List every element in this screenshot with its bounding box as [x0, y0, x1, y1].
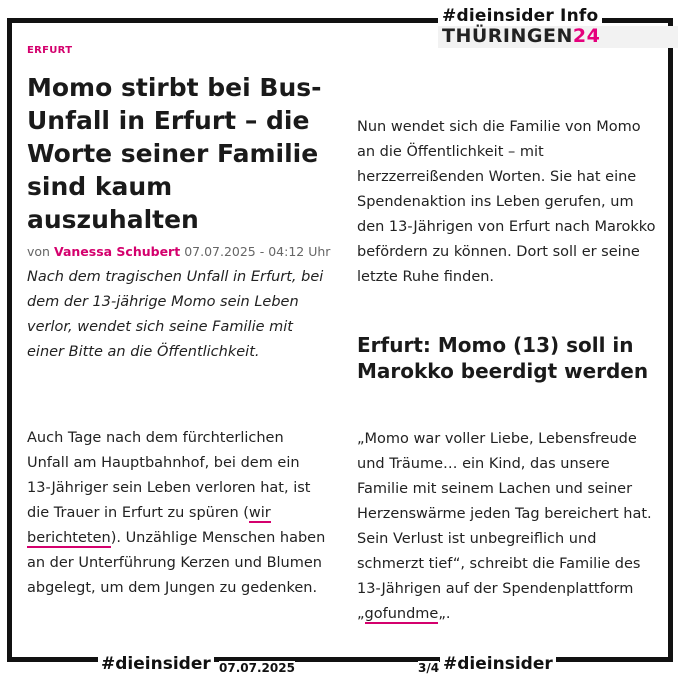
wir-berichteten-link[interactable]: wir berichteten: [27, 505, 271, 546]
brand-wordmark: [442, 25, 600, 47]
brand-number: 24: [572, 25, 601, 47]
page-indicator: 3/4: [418, 661, 440, 675]
body-text: „Momo war voller Liebe, Lebensfreude und Träume… ein Kind, das unsere Familie mit seinem Lachen und seiner Herzenswärme jeden Tag bereichert hat. Sein Verlust ist unbegreiflich und schmerzt tief“, schreibt die Familie des 13-Jährigen auf der Spendenplattform „: [357, 431, 652, 622]
footer-date: 07.07.2025: [219, 661, 295, 675]
body-text: Auch Tage nach dem fürchterlichen Unfall am Hauptbahnhof, bei dem ein 13-Jähriger sein Leben verloren hat, ist die Trauer in Erfurt zu spüren (: [27, 430, 311, 521]
article-lead: Nach dem tragischen Unfall in Erfurt, bei dem der 13-jährige Momo sein Leben verlor, wendet sich seine Familie mit einer Bitte an die Öffentlichkeit.: [27, 269, 324, 360]
brand-main: THÜRINGEN: [442, 25, 573, 47]
hashtag-bottom-right: #dieinsider: [440, 654, 556, 674]
article-headline: Momo stirbt bei Bus-Unfall in Erfurt – die Worte seiner Familie sind kaum auszuhalten: [27, 73, 322, 234]
body-paragraph-3: [357, 427, 657, 627]
body-paragraph-2: Nun wendet sich die Familie von Momo an die Öffentlichkeit – mit herzzerreißenden Worten. Sie hat eine Spendenaktion ins Leben gerufen, um den 13-Jährigen von Erfurt nach Marokko befördern zu können. Dort soll er seine letzte Ruhe finden.: [357, 119, 656, 285]
article-kicker[interactable]: ERFURT: [27, 45, 73, 56]
body-text: ). Unzählige Menschen haben an der Unterführung Kerzen und Blumen abgelegt, um dem Jungen zu gedenken.: [27, 530, 326, 596]
body-text: „.: [438, 606, 451, 622]
body-paragraph-1: [27, 426, 327, 601]
author-link[interactable]: Vanessa Schubert: [53, 244, 181, 259]
hashtag-bottom-left: #dieinsider: [98, 654, 214, 674]
article-subheadline: Erfurt: Momo (13) soll in Marokko beerdigt werden: [357, 333, 649, 383]
brand-logo: [438, 26, 678, 48]
gofundme-link[interactable]: gofundme: [364, 606, 439, 622]
publish-date: 07.07.2025 - 04:12 Uhr: [184, 244, 331, 259]
byline-prefix: von: [27, 244, 50, 259]
hashtag-top: #dieinsider Info: [438, 6, 602, 26]
article-byline: [27, 244, 330, 259]
